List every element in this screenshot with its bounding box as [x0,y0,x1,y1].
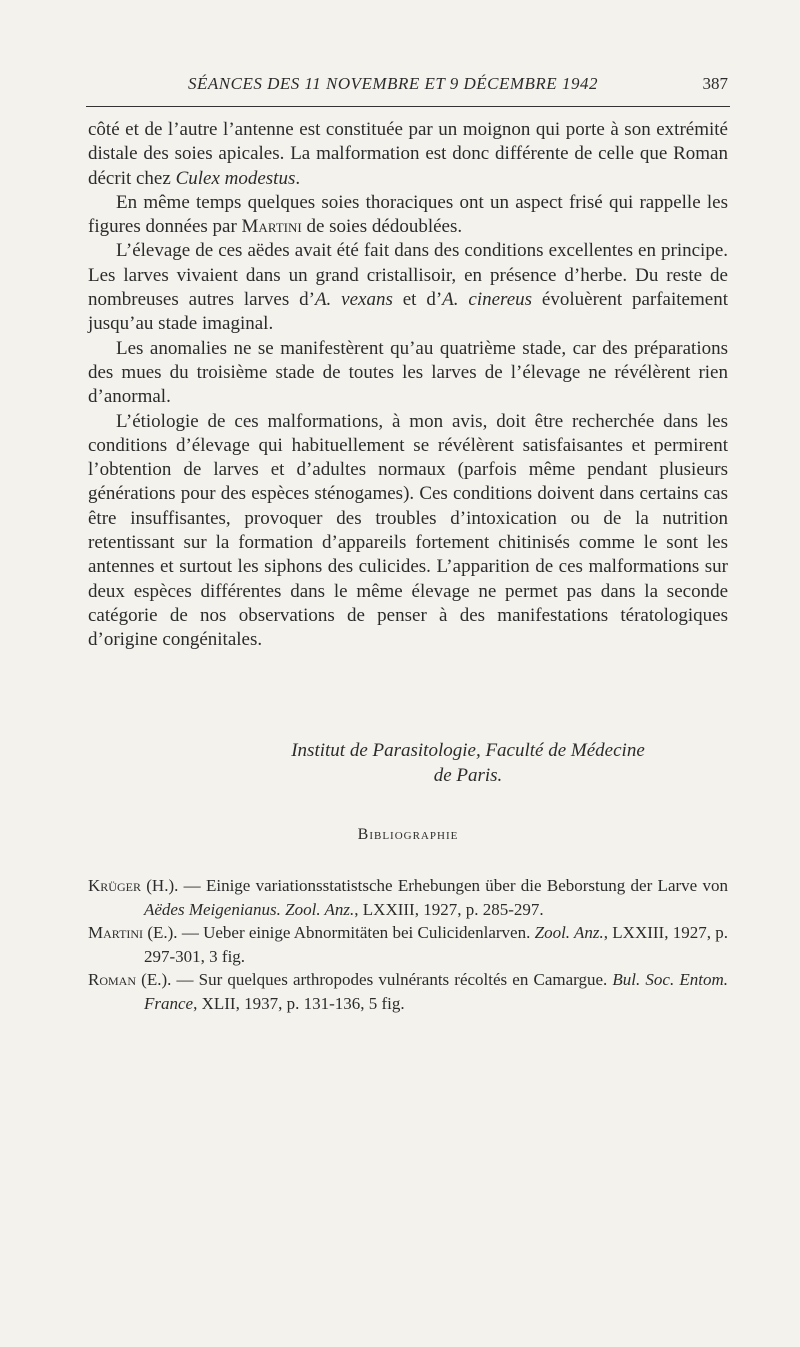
reference-title: Zool. Anz. [534,923,604,942]
body-text [88,118,728,653]
reference-author: Krüger [88,876,141,895]
paragraph-4: Les anomalies ne se manifestèrent qu’au quatrième stade, car des préparations des mues du troisième stade de toutes les larves de l’élevage ne révélèrent rien d’anormal. [88,337,728,408]
author-name: Martini [241,216,302,238]
reference-item [88,874,728,921]
paragraph-2-end: de soies dédoublées. [301,216,463,238]
header-rule [86,106,730,107]
paragraph-2-text: En même temps quelques soies thoraciques ont un aspect frisé qui rappelle les figures données par [88,191,728,238]
paragraph-2 [88,191,728,240]
reference-item [88,968,728,1015]
reference-title: Bul. Soc. Entom. France [144,970,728,1013]
page-header [88,74,728,104]
paragraph-3-text: L’élevage de ces aëdes avait été fait dans des conditions excellentes en principe. Les larves vivaient dans un grand cristallisoir, en présence d’herbe. Du reste de nombreuses autres larves d’ [88,240,728,311]
affiliation [88,738,728,788]
reference-author: Roman [88,970,137,989]
species-name: A. vexans [314,289,393,311]
paragraph-3-end: évoluèrent parfaitement jusqu’au stade imaginal. [88,289,728,335]
reference-text: (H.). — Einige variationsstatistsche Erhebungen über die Beborstung der Larve von [140,876,728,895]
reference-author: Martini [88,923,144,942]
paragraph-5: L’étiologie de ces malformations, à mon avis, doit être recherchée dans les conditions d’élevage qui habituellement se révélèrent satisfaisantes et permirent l’obtention de larves et d’adultes normaux (parfois même pendant plusieurs générations pour des espèces sténogames). Ces conditions doivent dans certains cas être insuffisantes, provoquer des troubles d’intoxication ou de la nutrition retentissant sur la formation d’appareils fortement chitinisés comme le sont les antennes et surtout les siphons des culicides. L’apparition de ces malformations sur deux espèces différentes dans le même élevage ne permet pas dans la seconde catégorie de nos observations de penser à des manifestations tératologiques d’origine congénitales. [88,410,728,651]
paragraph-1-text: côté et de l’autre l’antenne est constituée par un moignon qui porte à son extrémité distale des soies apicales. La malformation est donc différente de celle que Roman décrit chez [88,119,728,189]
paragraph-1 [88,118,728,191]
running-head: SÉANCES DES 11 NOVEMBRE ET 9 DÉCEMBRE 1942 [188,74,598,93]
reference-details: , XLII, 1937, p. 131-136, 5 fig. [193,993,405,1013]
bibliography-title: Bibliographie [357,826,459,843]
reference-item [88,921,728,968]
page-number: 387 [702,74,728,93]
reference-text: (E.). — Sur quelques arthropodes vulnérants récoltés en Camargue. [136,970,613,989]
bibliography-list [88,874,728,1015]
species-name: A. cinereus [442,289,533,311]
reference-text: (E.). — Ueber einige Abnormitäten bei Culicidenlarven. [143,923,535,942]
paragraph-1-end: . [295,167,301,189]
paragraph-3 [88,239,728,336]
affiliation-line-2: de Paris. [433,765,503,786]
reference-title: Aëdes Meigenianus. Zool. Anz. [144,899,355,919]
paragraph-3-mid: et d’ [392,289,443,311]
reference-details: , LXXIII, 1927, p. 297-301, 3 fig. [144,923,729,966]
species-name: Culex modestus [175,167,296,189]
affiliation-line-1: Institut de Parasitologie, Faculté de Médecine [291,740,645,761]
reference-details: , LXXIII, 1927, p. 285-297. [354,899,544,919]
